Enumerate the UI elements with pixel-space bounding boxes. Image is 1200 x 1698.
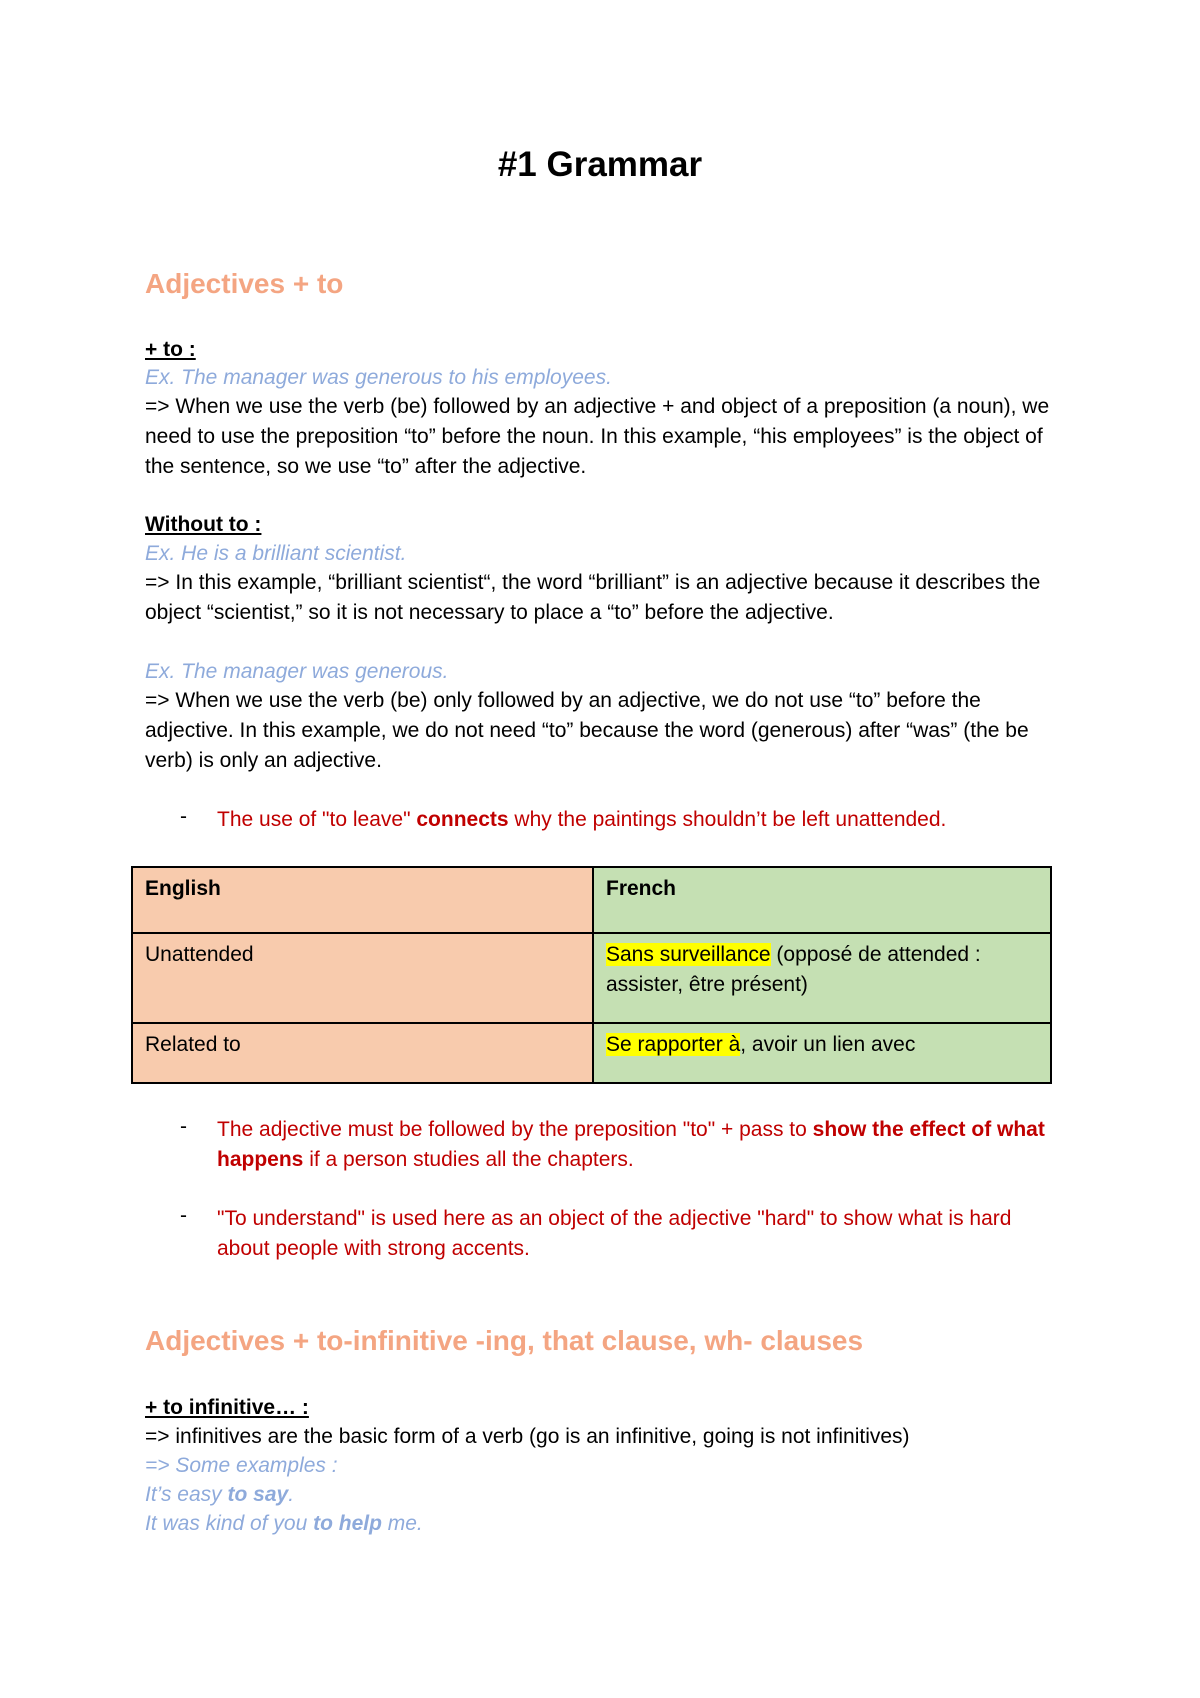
bullet-dash-3: - — [180, 1204, 187, 1227]
bullet-show-effect-bold: show the effect of what happens — [217, 1118, 1045, 1171]
to-infinitive-label-text: + to infinitive… : — [145, 1396, 309, 1419]
without-to-label — [145, 510, 1075, 540]
without-to-label-text: Without to : — [145, 513, 262, 536]
cell-french-related-to: Se rapporter à, avoir un lien avec — [593, 1023, 1051, 1083]
example-easy-to-say-bold: to say — [227, 1483, 289, 1506]
cell-french-unattended: Sans surveillance (opposé de attended : assister, être présent) — [593, 933, 1051, 1023]
table-row — [132, 1023, 1051, 1083]
section-heading-to-infinitive: Adjectives + to-infinitive -ing, that clause, wh- clauses — [145, 1325, 864, 1356]
example-easy-to-say: It’s easy to say. — [145, 1483, 295, 1506]
bullet-to-leave-after: why the paintings shouldn’t be left unattended. — [508, 808, 947, 831]
highlight-se-rapporter: Se rapporter à — [606, 1033, 741, 1056]
vocabulary-table — [131, 866, 1052, 1084]
explanation-with-to: => When we use the verb (be) followed by an adjective + and object of a preposition (a noun), we need to use the preposition “to” before the noun. In this example, “his employees” is the object of the sentence, so we use “to” after the adjective. — [145, 395, 1050, 478]
example-kind-to-help-bold: to help — [313, 1512, 382, 1535]
infinitive-explanation: => infinitives are the basic form of a verb (go is an infinitive, going is not infinitives) — [145, 1425, 910, 1448]
bullet-to-leave-bold: connects — [416, 808, 509, 831]
section-heading-adjectives-to: Adjectives + to — [145, 268, 344, 299]
with-to-label — [145, 335, 1075, 365]
bullet-dash-1: - — [180, 805, 187, 828]
header-french: French — [593, 867, 1051, 933]
example-generous-to: Ex. The manager was generous to his employees. — [145, 366, 612, 389]
to-infinitive-label — [145, 1393, 1075, 1423]
cell-english-related-to: Related to — [132, 1023, 593, 1083]
explanation-only-adjective: => When we use the verb (be) only followed by an adjective, we do not use “to” before the adjective. In this example, we do not need “to” because the word (generous) after “was” (the be verb) is only an adjective. — [145, 689, 1029, 772]
bullet-to-leave — [217, 805, 1067, 835]
bullet-to-leave-before: The use of "to leave" — [217, 808, 417, 831]
bullet-to-understand: "To understand" is used here as an object of the adjective "hard" to show what is hard about people with strong accents. — [217, 1207, 1012, 1260]
example-generous: Ex. The manager was generous. — [145, 660, 449, 683]
page-title: #1 Grammar — [497, 145, 703, 184]
example-kind-to-help: It was kind of you to help me. — [145, 1512, 423, 1535]
with-to-label-text: + to : — [145, 338, 196, 361]
examples-intro: => Some examples : — [145, 1454, 338, 1477]
cell-english-unattended: Unattended — [132, 933, 593, 1023]
table-row — [132, 933, 1051, 1023]
table-header-row — [132, 867, 1051, 933]
header-english: English — [132, 867, 593, 933]
example-brilliant-scientist: Ex. He is a brilliant scientist. — [145, 542, 407, 565]
highlight-sans-surveillance: Sans surveillance — [606, 943, 771, 966]
bullet-dash-2: - — [180, 1115, 187, 1138]
bullet-show-effect: The adjective must be followed by the preposition "to" + pass to show the effect of what happens if a person studies all the chapters. — [217, 1118, 1045, 1171]
explanation-without-to: => In this example, “brilliant scientist“, the word “brilliant” is an adjective because it describes the object “scientist,” so it is not necessary to place a “to” before the adjective. — [145, 571, 1041, 624]
